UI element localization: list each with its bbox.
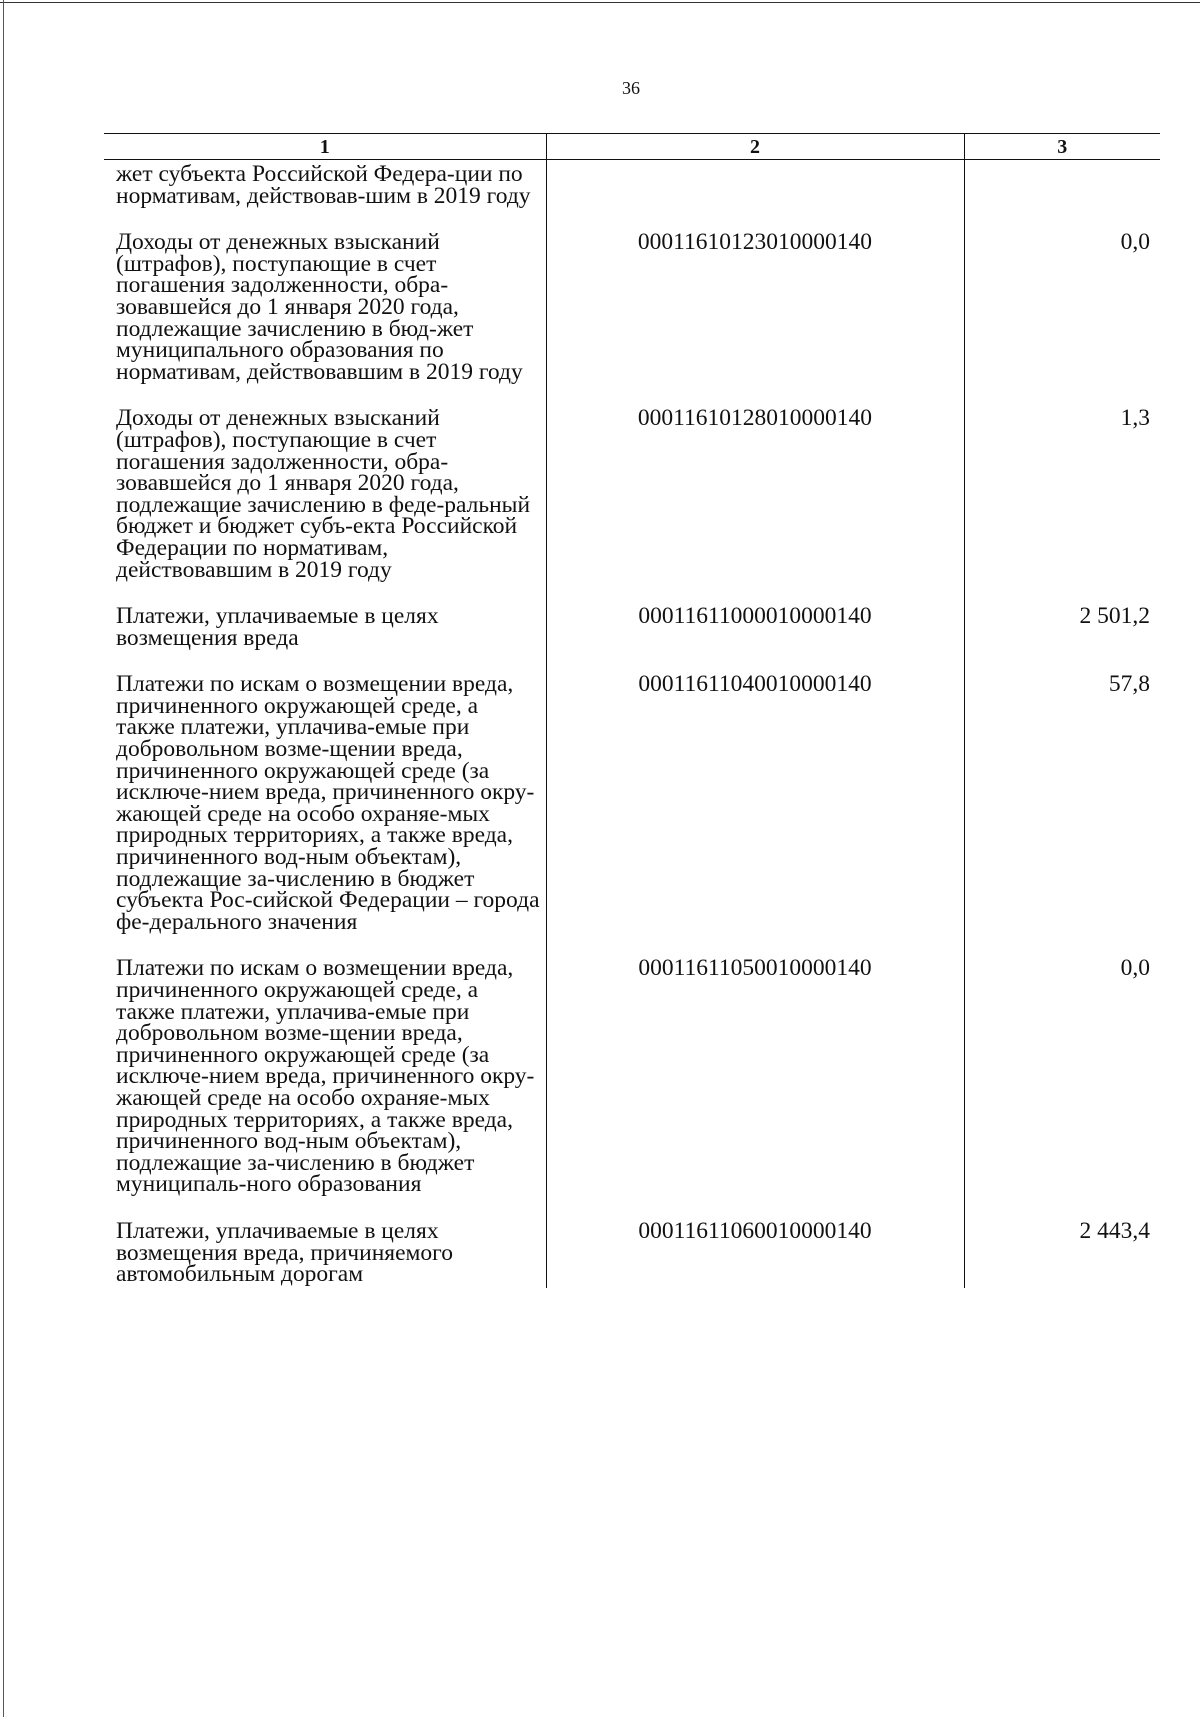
row-amount: 2 443,4 (964, 1214, 1160, 1288)
row-code (546, 160, 964, 226)
row-amount: 57,8 (964, 667, 1160, 951)
row-amount: 0,0 (964, 951, 1160, 1214)
column-header-3: 3 (964, 134, 1160, 160)
row-name: Платежи по искам о возмещении вреда, причиненного окружающей среде, а также платежи, уплачива-емые при добровольном возме-щении вреда, причиненного окружающей среде (за исключе-нием вреда, причиненного окру-жающей среде на особо охраняе-мых природных территориях, а также вреда, причиненного вод-ным объектам), подлежащие за-числению в бюджет муниципаль-ного образования (116, 955, 535, 1198)
table-row (104, 599, 1160, 667)
table-row (104, 225, 1160, 401)
revenue-table (104, 133, 1160, 1288)
scan-border-left (3, 0, 4, 1717)
row-code: 00011611050010000140 (546, 951, 964, 1214)
table-row (104, 667, 1160, 951)
table-row (104, 160, 1160, 226)
row-name: жет субъекта Российской Федера-ции по нормативам, действовав-шим в 2019 году (116, 161, 531, 209)
column-header-1: 1 (104, 134, 546, 160)
table-row (104, 401, 1160, 599)
row-amount: 1,3 (964, 401, 1160, 599)
row-amount: 0,0 (964, 225, 1160, 401)
row-code: 00011611040010000140 (546, 667, 964, 951)
row-code: 00011610128010000140 (546, 401, 964, 599)
row-name: Доходы от денежных взысканий (штрафов), поступающие в счет погашения задолженности, обра-зовавшейся до 1 января 2020 года, подлежащие зачислению в феде-ральный бюджет и бюджет субъ-екта Российской Федерации по нормативам, действовавшим в 2019 году (116, 405, 531, 583)
row-name: Платежи, уплачиваемые в целях возмещения вреда (116, 603, 439, 651)
row-name: Платежи, уплачиваемые в целях возмещения вреда, причиняемого автомобильным дорогам (116, 1217, 453, 1288)
row-name: Платежи по искам о возмещении вреда, причиненного окружающей среде, а также платежи, уплачива-емые при добровольном возме-щении вреда, причиненного окружающей среде (за исключе-нием вреда, причиненного окру-жающей среде на особо охраняе-мых природных территориях, а также вреда, причиненного вод-ным объектам), подлежащие за-числению в бюджет субъекта Рос-сийской Федерации – города фе-дерального значения (116, 671, 540, 935)
row-code: 00011610123010000140 (546, 225, 964, 401)
row-code: 00011611060010000140 (546, 1214, 964, 1288)
row-name: Доходы от денежных взысканий (штрафов), поступающие в счет погашения задолженности, обра-зовавшейся до 1 января 2020 года, подлежащие зачислению в бюд-жет муниципального образования по нормативам, действовавшим в 2019 году (116, 229, 523, 385)
row-amount (964, 160, 1160, 226)
table-row (104, 1214, 1160, 1288)
page-number: 36 (622, 78, 640, 98)
table-row (104, 951, 1160, 1214)
row-amount: 2 501,2 (964, 599, 1160, 667)
table-header-row (104, 134, 1160, 160)
scan-border-top (0, 2, 1200, 3)
row-code: 00011611000010000140 (546, 599, 964, 667)
column-header-2: 2 (546, 134, 964, 160)
